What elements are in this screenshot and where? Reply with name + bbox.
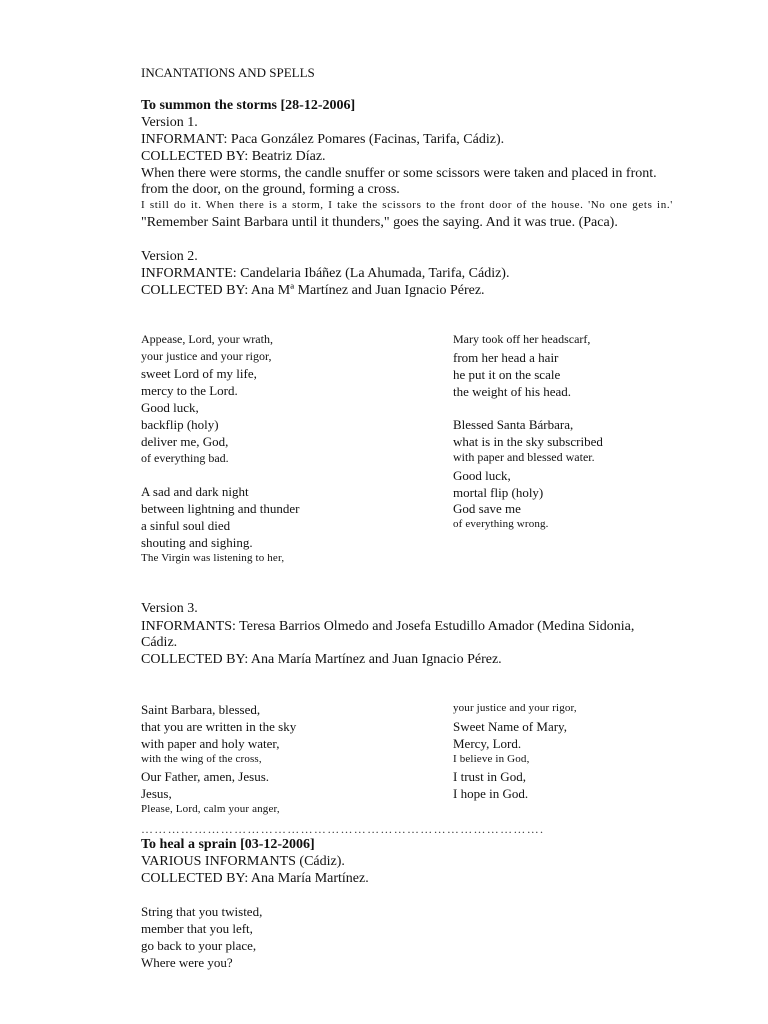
verse-line: Jesus, xyxy=(141,786,172,801)
verse-line: Mary took off her headscarf, xyxy=(453,332,591,346)
version-3-collector: COLLECTED BY: Ana María Martínez and Juan Ignacio Pérez. xyxy=(141,652,502,667)
version-1-collector: COLLECTED BY: Beatriz Díaz. xyxy=(141,149,326,164)
version-2-informant: INFORMANTE: Candelaria Ibáñez (La Ahumada, Tarifa, Cádiz). xyxy=(141,266,510,281)
version-1-text-line: When there were storms, the candle snuffer or some scissors were taken and placed in front. xyxy=(141,166,657,181)
verse-line: Blessed Santa Bárbara, xyxy=(453,417,574,432)
section-heading-sprain: To heal a sprain [03-12-2006] xyxy=(141,837,315,852)
verse-line: Appease, Lord, your wrath, xyxy=(141,332,273,346)
verse-line: with paper and holy water, xyxy=(141,736,280,751)
verse-line: shouting and sighing. xyxy=(141,535,253,550)
verse-line: Where were you? xyxy=(141,955,233,970)
version-2-label: Version 2. xyxy=(141,249,198,264)
verse-line: with paper and blessed water. xyxy=(453,450,595,464)
version-1-informant: INFORMANT: Paca González Pomares (Facinas, Tarifa, Cádiz). xyxy=(141,132,505,147)
verse-line: what is in the sky subscribed xyxy=(453,434,603,449)
version-3-informants-cont: Cádiz. xyxy=(141,635,178,650)
verse-line: he put it on the scale xyxy=(453,367,561,382)
verse-line: sweet Lord of my life, xyxy=(141,366,257,381)
dotted-separator: ………………………………………………………………………………. xyxy=(141,822,545,836)
verse-line: of everything bad. xyxy=(141,451,229,465)
verse-line: with the wing of the cross, xyxy=(141,753,262,765)
verse-line: God save me xyxy=(453,501,521,516)
verse-line: go back to your place, xyxy=(141,938,257,953)
verse-line: from her head a hair xyxy=(453,350,559,365)
verse-line: of everything wrong. xyxy=(453,518,549,530)
verse-line: Please, Lord, calm your anger, xyxy=(141,803,280,815)
verse-line: Our Father, amen, Jesus. xyxy=(141,769,270,784)
verse-line: between lightning and thunder xyxy=(141,501,300,516)
document-title: INCANTATIONS AND SPELLS xyxy=(141,65,315,80)
verse-line: mercy to the Lord. xyxy=(141,383,238,398)
verse-line: a sinful soul died xyxy=(141,518,231,533)
version-2-collector: COLLECTED BY: Ana Mª Martínez and Juan Ignacio Pérez. xyxy=(141,283,485,298)
verse-line: I trust in God, xyxy=(453,769,526,784)
version-3-informants: INFORMANTS: Teresa Barrios Olmedo and Josefa Estudillo Amador (Medina Sidonia, xyxy=(141,619,635,634)
verse-line: I believe in God, xyxy=(453,753,530,765)
sprain-collector: COLLECTED BY: Ana María Martínez. xyxy=(141,871,369,886)
version-1-label: Version 1. xyxy=(141,115,198,130)
verse-line: String that you twisted, xyxy=(141,904,263,919)
version-3-label: Version 3. xyxy=(141,601,198,616)
verse-line: Good luck, xyxy=(141,400,199,415)
verse-line: the weight of his head. xyxy=(453,384,572,399)
verse-line: Good luck, xyxy=(453,468,511,483)
verse-line: Sweet Name of Mary, xyxy=(453,719,567,734)
verse-line: The Virgin was listening to her, xyxy=(141,552,285,564)
verse-line: deliver me, God, xyxy=(141,434,229,449)
verse-line: your justice and your rigor, xyxy=(141,349,272,363)
version-1-text-line: "Remember Saint Barbara until it thunders," goes the saying. And it was true. (Paca). xyxy=(141,215,618,230)
section-heading-storms: To summon the storms [28-12-2006] xyxy=(141,98,356,113)
sprain-informants: VARIOUS INFORMANTS (Cádiz). xyxy=(141,854,345,869)
verse-line: Saint Barbara, blessed, xyxy=(141,702,261,717)
verse-line: member that you left, xyxy=(141,921,253,936)
verse-line: mortal flip (holy) xyxy=(453,485,544,500)
verse-line: backflip (holy) xyxy=(141,417,219,432)
verse-line: I hope in God. xyxy=(453,786,529,801)
verse-line: A sad and dark night xyxy=(141,484,249,499)
verse-line: your justice and your rigor, xyxy=(453,702,577,714)
verse-line: that you are written in the sky xyxy=(141,719,297,734)
version-1-text-line: I still do it. When there is a storm, I take the scissors to the front door of the house. 'No one gets in.' xyxy=(141,199,673,211)
verse-line: Mercy, Lord. xyxy=(453,736,522,751)
version-1-text-line: from the door, on the ground, forming a cross. xyxy=(141,182,400,197)
